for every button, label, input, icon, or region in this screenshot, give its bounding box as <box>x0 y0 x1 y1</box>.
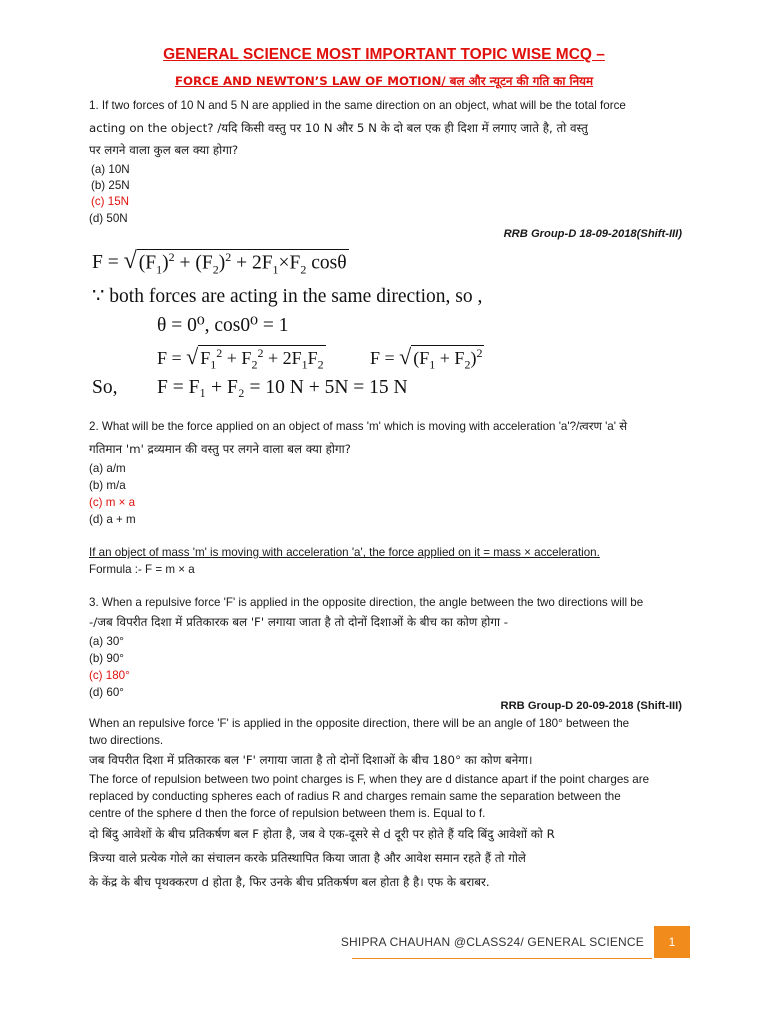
q3-text-line1: 3. When a repulsive force 'F' is applied in the opposite direction, the angle between the two directions will be <box>89 596 644 609</box>
q1-formula-f-label: F = <box>92 252 119 273</box>
q1-option-a: (a) 10N <box>91 163 130 176</box>
q2-formula: Formula :- F = m × a <box>89 563 195 576</box>
q3-explanation-line4: The force of repulsion between two point charges is F, when they are d distance apart if the point charges are <box>89 773 650 786</box>
q1-formula-so: So, <box>92 377 118 398</box>
q3-explanation-line1: When an repulsive force 'F' is applied in the opposite direction, there will be an angle of 180° between the <box>89 717 630 730</box>
q3-explanation-line2: two directions. <box>89 734 164 747</box>
q3-explanation-hindi-line2: त्रिज्या वाले प्रत्येक गोले का संचालन करके प्रतिस्थापित किया जाता है और आवेश समान रहते हैं तो गोले <box>89 851 526 865</box>
q2-option-c-correct: (c) m × a <box>89 496 136 509</box>
q2-text-line2: गतिमान 'm' द्रव्यमान की वस्तु पर लगने वाला बल क्या होगा? <box>89 442 351 456</box>
q3-source: RRB Group-D 20-09-2018 (Shift-III) <box>500 700 682 712</box>
q3-explanation-hindi: जब विपरीत दिशा में प्रतिकारक बल 'F' लगाया जाता है तो दोनों दिशाओं के बीच 180° का कोण बनेगा। <box>89 753 533 767</box>
q1-formula-simplified: F = √ $F_1^2 + F_2^2 + 2F_1F_2$ <box>157 344 324 372</box>
q1-option-b: (b) 25N <box>91 179 130 192</box>
q1-formula-square: F = √ $(F_1 + F_2)^2$ <box>370 344 483 372</box>
q3-option-a: (a) 30° <box>89 635 124 648</box>
footer-divider <box>352 958 652 959</box>
q3-option-c-correct: (c) 180° <box>89 669 130 682</box>
q1-text-line2: acting on the object? /यदि किसी वस्तु पर 10 N और 5 N के दो बल एक ही दिशा में लगाए जाते है, तो वस्तु <box>89 121 588 135</box>
q3-option-b: (b) 90° <box>89 652 124 665</box>
q2-option-b: (b) m/a <box>89 479 126 492</box>
q2-option-d: (d) a + m <box>89 513 136 526</box>
q3-option-d: (d) 60° <box>89 686 124 699</box>
q3-explanation-line6: centre of the sphere d then the force of repulsion between them is. Equal to f. <box>89 807 486 820</box>
q3-text-line2: -/जब विपरीत दिशा में प्रतिकारक बल 'F' लगाया जाता है तो दोनों दिशाओं के बीच का कोण होगा - <box>89 615 509 629</box>
q1-text-line1: 1. If two forces of 10 N and 5 N are applied in the same direction on an object, what will be the total force <box>89 99 626 112</box>
q1-text-line3: पर लगने वाला कुल बल क्या होगा? <box>89 143 239 157</box>
q1-formula-theta: θ = 0⁰, cos0⁰ = 1 <box>157 315 289 336</box>
q1-option-c-correct: (c) 15N <box>91 195 130 208</box>
page-subtitle: FORCE AND NEWTON’S LAW OF MOTION/ बल और न्यूटन की गति का नियम <box>174 74 594 88</box>
q3-explanation-hindi-line1: दो बिंदु आवेशों के बीच प्रतिकर्षण बल F होता है, जब वे एक-दूसरे से d दूरी पर होते हैं यदि बिंदु आवेशों को R <box>89 827 555 841</box>
footer-author: SHIPRA CHAUHAN @CLASS24/ GENERAL SCIENCE <box>340 935 644 949</box>
q1-formula-result: F = F₁ + F₂ = 10 N + 5N = 15 N <box>157 377 408 398</box>
page-number: 1 <box>654 926 690 958</box>
q3-explanation-line5: replaced by conducting spheres each of radius R and charges remain same the separation between the <box>89 790 621 803</box>
q1-formula-resultant: F = √ $(F_1)^2 + (F_2)^2 + 2F_1\times F_2$ cosθ <box>92 248 347 276</box>
q1-formula-reason: ∵ both forces are acting in the same direction, so , <box>92 286 483 307</box>
q2-explanation: If an object of mass 'm' is moving with acceleration 'a', the force applied on it = mass × acceleration. <box>89 546 600 559</box>
page-title: GENERAL SCIENCE MOST IMPORTANT TOPIC WISE MCQ – <box>163 46 605 63</box>
q1-option-d: (d) 50N <box>89 212 128 225</box>
q3-explanation-hindi-line3: के केंद्र के बीच पृथक्करण d होता है, फिर उनके बीच प्रतिकर्षण बल होता है है। एफ के बराबर. <box>89 875 490 889</box>
q2-text-line1: 2. What will be the force applied on an object of mass 'm' which is moving with acceleration 'a'?/त्वरण 'a' से <box>89 420 628 433</box>
q2-option-a: (a) a/m <box>89 462 126 475</box>
q1-source: RRB Group-D 18-09-2018(Shift-III) <box>503 228 682 240</box>
